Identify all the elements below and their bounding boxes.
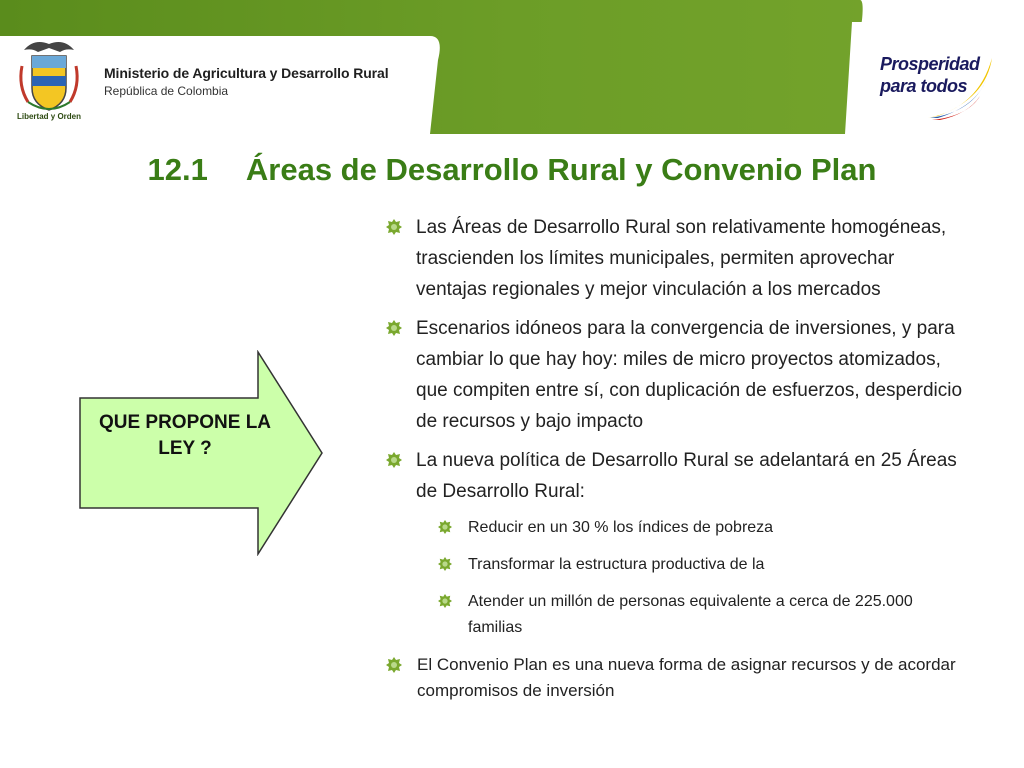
bullet-item bbox=[386, 652, 966, 704]
callout-text: QUE PROPONE LA LEY ? bbox=[98, 412, 272, 459]
bullet-text: Las Áreas de Desarrollo Rural son relativamente homogéneas, trascienden los límites municipales, permiten aprovechar ventajas regionales y mejor vinculación a los mercados bbox=[416, 217, 947, 300]
bullet-gear-icon bbox=[386, 657, 402, 673]
sub-bullet-text: Atender un millón de personas equivalente a cerca de 225.000 familias bbox=[468, 593, 913, 636]
bullet-item bbox=[386, 313, 966, 437]
sub-bullet-text: Transformar la estructura productiva de la bbox=[468, 556, 765, 573]
bullet-list bbox=[386, 212, 966, 712]
sub-bullet-item bbox=[386, 552, 966, 578]
title-text: Áreas de Desarrollo Rural y Convenio Plan bbox=[245, 152, 877, 187]
bullet-item bbox=[386, 445, 966, 507]
bullet-gear-icon bbox=[386, 320, 402, 336]
prosperidad-logo bbox=[868, 38, 998, 122]
bullet-gear-icon bbox=[438, 594, 452, 608]
header-band bbox=[0, 0, 1024, 134]
title-number: 12.1 bbox=[147, 152, 208, 187]
bullet-text: Escenarios idóneos para la convergencia de inversiones, y para cambiar lo que hay hoy: miles de micro proyectos atomizados, que compiten entre sí, con duplicación de esfuerzos, desperdicio de recursos y bajo impacto bbox=[416, 318, 963, 432]
bullet-text: El Convenio Plan es una nueva forma de asignar recursos y de acordar compromisos de inversión bbox=[417, 655, 956, 700]
bullet-gear-icon bbox=[386, 219, 402, 235]
crest-caption: Libertad y Orden bbox=[16, 112, 81, 121]
bullet-gear-icon bbox=[438, 520, 452, 534]
campaign-line1: Prosperidad bbox=[880, 54, 980, 74]
bullet-item bbox=[386, 212, 966, 305]
ministry-subtitle: República de Colombia bbox=[104, 84, 229, 98]
bullet-text: La nueva política de Desarrollo Rural se adelantará en 25 Áreas de Desarrollo Rural: bbox=[416, 450, 957, 502]
bullet-gear-icon bbox=[438, 557, 452, 571]
slide-title bbox=[0, 152, 1024, 188]
sub-bullet-item bbox=[386, 515, 966, 541]
ministry-title: Ministerio de Agricultura y Desarrollo Rural bbox=[104, 65, 389, 81]
sub-bullet-text: Reducir en un 30 % los índices de pobreza bbox=[468, 519, 774, 536]
bullet-gear-icon bbox=[386, 452, 402, 468]
sub-bullet-item bbox=[386, 589, 966, 641]
campaign-line2: para todos bbox=[880, 76, 968, 96]
